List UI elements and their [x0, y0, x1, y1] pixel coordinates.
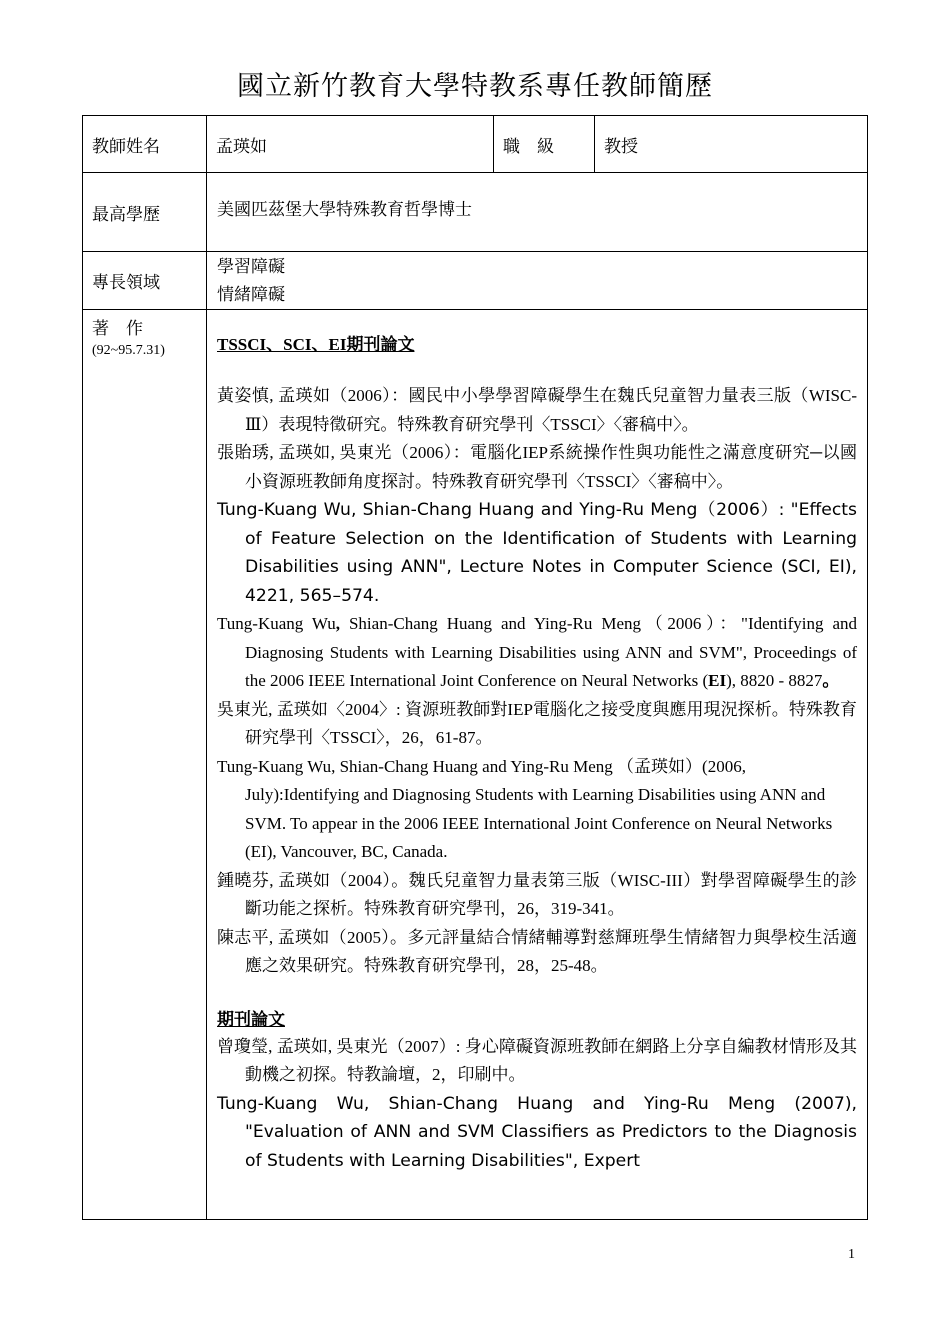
- page-number: 1: [848, 1247, 855, 1262]
- ref-part: ), 8820 - 8827: [726, 671, 823, 690]
- list-item: [217, 610, 857, 696]
- name-value: 孟瑛如: [216, 136, 267, 156]
- table-row: [83, 116, 868, 173]
- list-item: Tung-Kuang Wu, Shian-Chang Huang and Ying-Ru Meng（2006）: "Effects of Feature Selection on the Identification of Students with Learning Disabilities using ANN", Lecture Notes in Computer Science (SCI, EI), 4221, 565–574.: [217, 500, 857, 606]
- publications-cell: [207, 310, 868, 1220]
- expertise-label: 專長領域: [92, 273, 160, 292]
- publications-label: 著 作: [92, 319, 143, 338]
- education-label: 最高學歷: [92, 204, 160, 224]
- education-value-cell: [207, 173, 868, 252]
- ref-part: EI: [708, 671, 727, 690]
- education-value: 美國匹茲堡大學特殊教育哲學博士: [217, 200, 472, 219]
- table-row: [83, 252, 868, 310]
- list-item: Tung-Kuang Wu, Shian-Chang Huang and Ying-Ru Meng (2007), "Evaluation of ANN and SVM Classifiers as Predictors to the Diagnosis of Students with Learning Disabilities", Expert: [217, 1093, 857, 1171]
- list-item: 黃姿慎, 孟瑛如（2006）：國民中小學學習障礙學生在魏氏兒童智力量表三版（WISC-Ⅲ）表現特徵研究。特殊教育研究學刊〈TSSCI〉〈審稿中〉。: [217, 386, 857, 434]
- expertise-label-cell: [83, 252, 207, 310]
- ref-part: 。: [822, 671, 840, 690]
- publications-label-cell: [83, 310, 207, 1220]
- list-item: 曾瓊瑩, 孟瑛如, 吳東光（2007）: 身心障礙資源班教師在網路上分享自編教材情形及其動機之初探。特教論壇，2，印刷中。: [217, 1036, 857, 1084]
- section-title-journals: 期刊論文: [217, 1009, 285, 1029]
- section-title-tssci: TSSCI、SCI、EI期刊論文: [217, 335, 415, 354]
- ref-part: Shian-Chang Huang and Ying-Ru Meng（2006）："Identifying and Diagnosing Students with Learning Disabilities using ANN and SVM", Proceedings of the 2006 IEEE International Joint Conference on Neural Networks (: [245, 614, 857, 690]
- education-label-cell: [83, 173, 207, 252]
- publications-range: (92~95.7.31): [92, 343, 165, 358]
- name-label-cell: [83, 116, 207, 173]
- rank-label-cell: [494, 116, 595, 173]
- ref-part: Tung-Kuang Wu: [217, 614, 336, 633]
- expertise-item: 學習障礙: [217, 257, 285, 276]
- list-item: 張貽琇, 孟瑛如, 吳東光（2006）：電腦化IEP系統操作性與功能性之滿意度研究─以國小資源班教師角度探討。特殊教育研究學刊〈TSSCI〉〈審稿中〉。: [217, 443, 857, 491]
- name-label: 教師姓名: [92, 136, 160, 156]
- list-item: 吳東光, 孟瑛如〈2004〉: 資源班教師對IEP電腦化之接受度與應用現況探析。特殊教育研究學刊〈TSSCI〉，26，61-87。: [217, 699, 857, 747]
- expertise-value-cell: [207, 252, 868, 310]
- table-row: [83, 173, 868, 252]
- list-item: 陳志平, 孟瑛如（2005）。多元評量結合情緒輔導對慈輝班學生情緒智力與學校生活適應之效果研究。特殊教育研究學刊，28，25-48。: [217, 927, 857, 975]
- name-value-cell: [207, 116, 494, 173]
- rank-value-cell: [595, 116, 868, 173]
- ref-part: ,: [335, 614, 341, 633]
- rank-label: 職 級: [503, 136, 554, 156]
- table-row: [83, 310, 868, 1220]
- page-title: 國立新竹教育大學特教系專任教師簡歷: [237, 71, 713, 101]
- rank-value: 教授: [604, 136, 638, 156]
- list-item: 鍾曉芬, 孟瑛如（2004）。魏氏兒童智力量表第三版（WISC-III）對學習障礙學生的診斷功能之探析。特殊教育研究學刊，26，319-341。: [217, 870, 857, 918]
- list-item: Tung-Kuang Wu, Shian-Chang Huang and Ying-Ru Meng （孟瑛如）(2006, July):Identifying and Diagnosing Students with Learning Disabilities using ANN and SVM. To appear in the 2006 IEEE International Joint Conference on Neural Networks (EI), Vancouver, BC, Canada.: [217, 756, 833, 861]
- expertise-item: 情緒障礙: [217, 285, 285, 304]
- cv-table: [82, 115, 868, 1220]
